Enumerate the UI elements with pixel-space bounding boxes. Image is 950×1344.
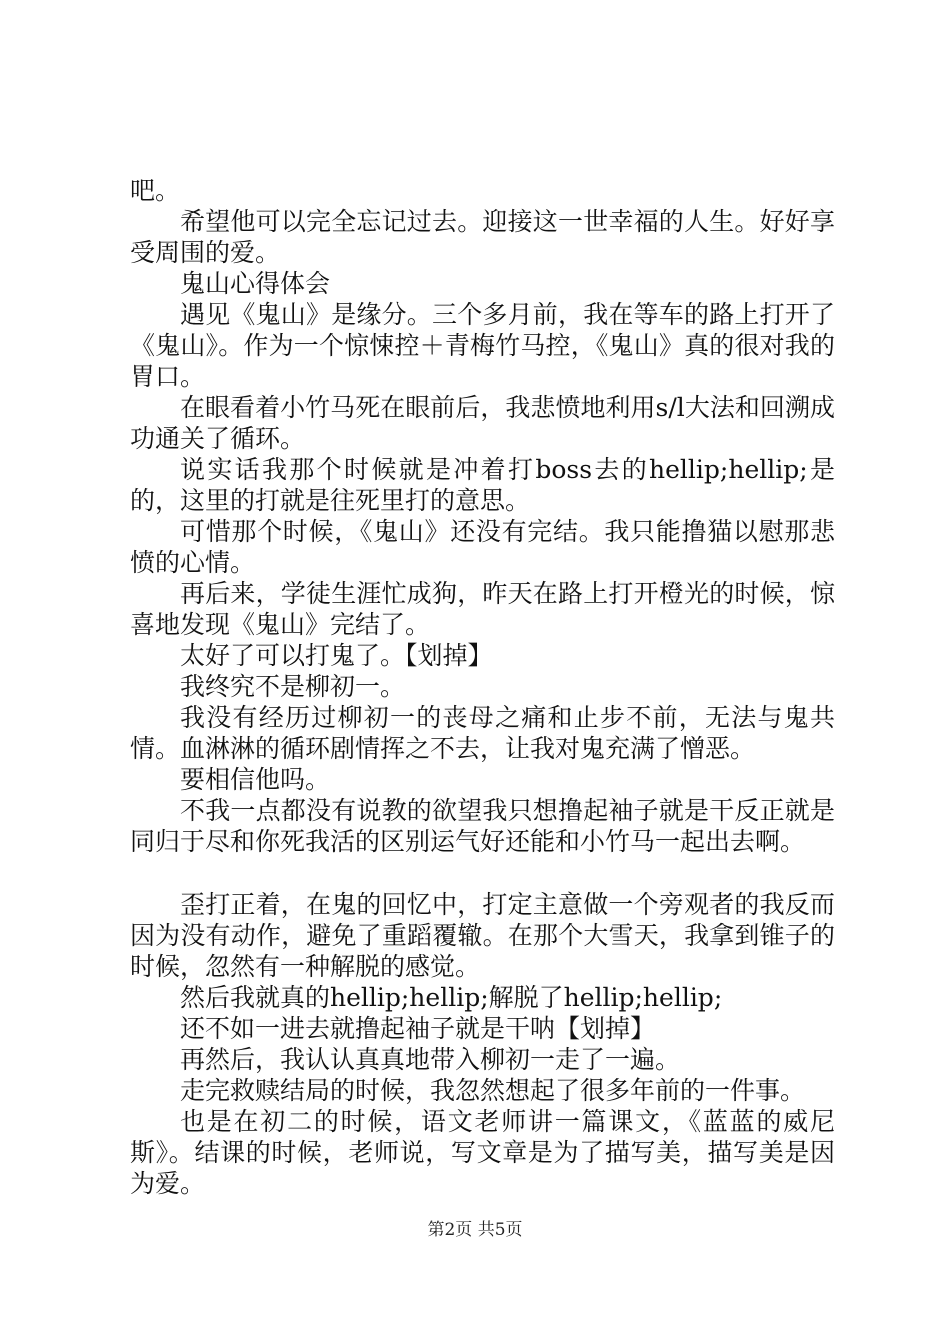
paragraph: 说实话我那个时候就是冲着打boss去的hellip;hellip;是的，这里的打就是往死里打的意思。 [130,455,835,515]
paragraph: 太好了可以打鬼了。【划掉】 [180,641,493,670]
paragraph: 我没有经历过柳初一的丧母之痛和止步不前，无法与鬼共情。血淋淋的循环剧情挥之不去，让我对鬼充满了憎恶。 [130,703,835,763]
paragraph: 要相信他吗。 [180,765,331,794]
paragraph: 不我一点都没有说教的欲望我只想撸起袖子就是干反正就是同归于尽和你死我活的区别运气好还能和小竹马一起出去啊。 [130,796,835,856]
paragraph: 可惜那个时候，《鬼山》还没有完结。我只能撸猫以慰那悲愤的心情。 [130,517,835,577]
document-body [130,175,835,1199]
paragraph: 还不如一进去就撸起袖子就是干呐【划掉】 [180,1014,656,1043]
paragraph: 我终究不是柳初一。 [180,672,406,701]
paragraph-gap [130,857,835,889]
paragraph: 在眼看着小竹马死在眼前后，我悲愤地利用s/l大法和回溯成功通关了循环。 [130,393,835,453]
section-heading: 鬼山心得体会 [180,269,331,298]
paragraph: 再后来，学徒生涯忙成狗，昨天在路上打开橙光的时候，惊喜地发现《鬼山》完结了。 [130,579,835,639]
paragraph: 走完救赎结局的时候，我忽然想起了很多年前的一件事。 [180,1076,806,1105]
paragraph: 希望他可以完全忘记过去。迎接这一世幸福的人生。好好享受周围的爱。 [130,207,835,267]
paragraph: 也是在初二的时候，语文老师讲一篇课文，《蓝蓝的威尼斯》。结课的时候，老师说，写文章是为了描写美，描写美是因为爱。 [130,1107,835,1198]
paragraph: 歪打正着，在鬼的回忆中，打定主意做一个旁观者的我反而因为没有动作，避免了重蹈覆辙。在那个大雪天，我拿到锥子的时候，忽然有一种解脱的感觉。 [130,890,835,981]
page-number-footer: 第2页 共5页 [427,1220,523,1240]
paragraph: 然后我就真的hellip;hellip;解脱了hellip;hellip; [180,983,723,1012]
paragraph: 遇见《鬼山》是缘分。三个多月前，我在等车的路上打开了《鬼山》。作为一个惊悚控＋青梅竹马控，《鬼山》真的很对我的胃口。 [130,300,835,391]
paragraph: 再然后，我认认真真地带入柳初一走了一遍。 [180,1045,681,1074]
paragraph: 吧。 [130,176,181,205]
